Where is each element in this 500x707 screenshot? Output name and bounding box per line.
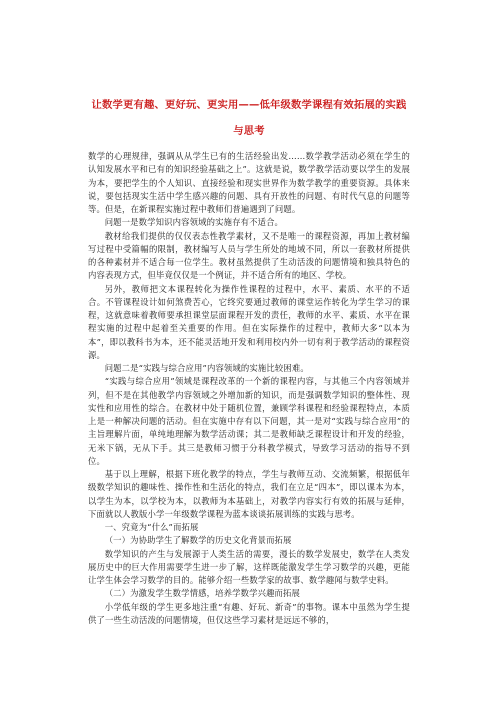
paragraph: “实践与综合应用”领域是课程改革的一个新的课程内容，与其他三个内容领域并列，但不是在其他教学内容领域之外增加新的知识，而是强调数学知识的整体性、现实性和应用性的综合。在教材中处于随机位置，兼顾学科课程和经验课程特点，本质上是一种解决问题的活动。但在实施中存有以下问题，其一是对“实践与综合应用”的主旨理解片面，单纯地理解为数学活动课；其二是教师缺乏课程设计和开发的经验，无米下锅，无从下手。其三是教师习惯于分科教学模式，导致学习活动的指导不到位。 (88, 376, 410, 466)
paragraph: 教材给我们提供的仅仅表态性教学素材，又不是唯一的课程资源，再加上教材编写过程中受篇幅的限制，教材编写人员与学生所处的地域不同，所以一套教材所提供的各种素材并不适合每一位学生。教材虽然提供了生动活泼的问题情境和独具特色的内容表现方式，但毕竟仅仅是一个例证，并不适合所有的地区、学校。 (88, 230, 410, 281)
paragraph: 数学的心理规律，强调从从学生已有的生活经验出发……数学教学活动必须在学生的认知发展水平和已有的知识经验基础之上”。这就是说，数学教学活动要以学生的发展为本，要把学生的个人知识、直接经验和现实世界作为数学教学的重要资源。具体来说，要包括现实生活中学生感兴趣的问题、具有开放性的问题、有时代气息的问题等等。但是，在新课程实施过程中教师们普遍遇到了问题。 (88, 151, 410, 214)
paragraph: 问题一是数学知识内容领域的实施存有不适合。 (104, 217, 284, 228)
document-page (88, 92, 410, 627)
subsection-heading: （二）为激发学生数学情感，培养学数学兴趣而拓展 (104, 588, 301, 599)
document-body (88, 150, 410, 627)
paragraph: 另外，教师把文本课程转化为操作性课程的过程中，水平、素质、水平的不适合。不管课程设计如何煞费苦心，它终究要通过教师的课堂运作转化为学生学习的课程，这就意味着教师要承担课堂层面课程开发的责任，教师的水平、素质、水平在课程实施的过程中起着至关重要的作用。但在实际操作的过程中，教师大多“以本为本”，即以教科书为本，还不能灵活地开发和利用校内外一切有利于教学活动的课程资源。 (88, 283, 410, 360)
paragraph: 问题二是“实践与综合应用”内容领域的实施比较困难。 (104, 363, 309, 373)
paragraph: 基于以上理解，根据下班化教学的特点，学生与教师互动、交流频繁，根据低年级数学知识的趣味性、操作性和生活化的特点，我们在立足“四本”，即以课本为本，以学生为本，以学校为本，以教师为本基础上，对教学内容实行有效的拓展与延伸，下面就以人教版小学一年级数学课程为蓝本谈谈拓展训练的实践与思考。 (88, 469, 410, 519)
paragraph: 小学低年级的学生更多地注重“有趣、好玩、新奇”的事物。课本中虽然为学生提供了一些生动活泼的问题情境，但仅这些学习素材是远远不够的， (88, 601, 410, 625)
paragraph: 数学知识的产生与发展源于人类生活的需要，漫长的数学发展史，数学在人类发展历史中的巨大作用需要学生进一步了解，这样既能激发学生学习数学的兴趣，更能让学生体会学习数学的目的。能够介绍一些数学家的故事、数学趣闻与数学史料。 (88, 548, 410, 585)
document-title: 让数学更有趣、更好玩、更实用——低年级数学课程有效拓展的实践与思考 (91, 99, 407, 137)
section-heading: 一、究竟为“什么”而拓展 (104, 522, 199, 532)
subsection-heading: （一）为协助学生了解数学的历史文化背景而拓展 (104, 535, 292, 546)
